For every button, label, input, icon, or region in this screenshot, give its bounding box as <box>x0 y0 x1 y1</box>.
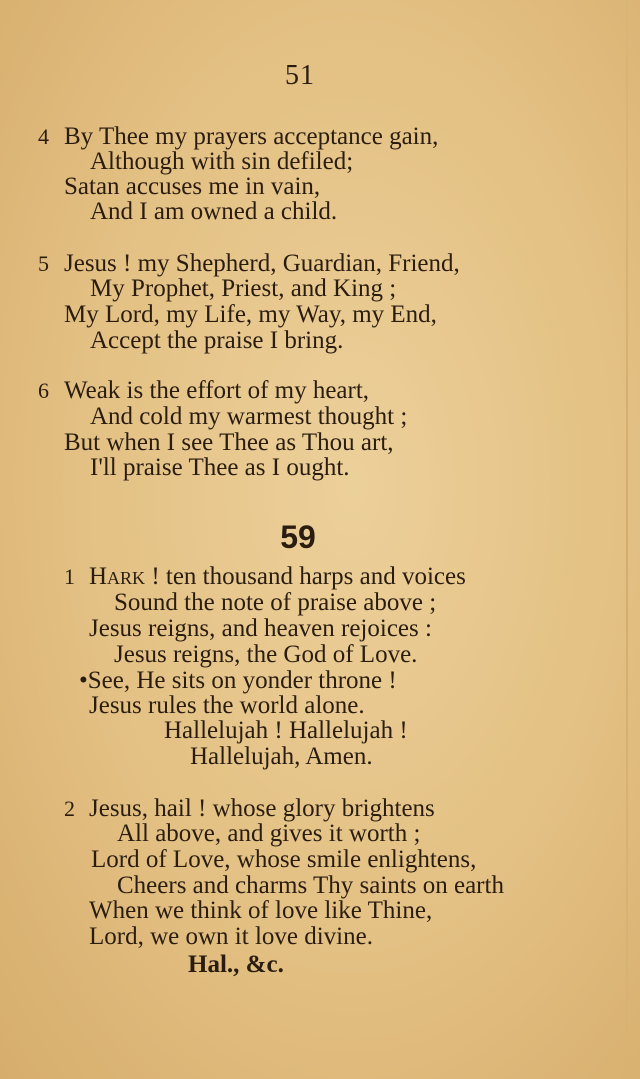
verse-line: Cheers and charms Thy saints on earth <box>117 872 504 899</box>
hymn-number: 59 <box>280 519 316 555</box>
verse-line: Lord, we own it love divine. <box>89 923 373 950</box>
refrain-note: Hal., &c. <box>188 951 284 978</box>
verse-number: 5 <box>38 251 49 276</box>
verse-line: Jesus, hail ! whose glory brightens <box>89 795 435 822</box>
page-edge <box>626 0 628 1079</box>
verse-number: 2 <box>64 796 75 821</box>
verse-line: By Thee my prayers acceptance gain, <box>64 123 439 150</box>
verse-line: But when I see Thee as Thou art, <box>64 429 394 456</box>
page-number: 51 <box>285 60 315 91</box>
verse-line: Lord of Love, whose smile enlightens, <box>91 846 477 873</box>
verse-number: 4 <box>38 124 49 149</box>
verse-line: Jesus reigns, and heaven rejoices : <box>89 615 432 642</box>
verse-line: Weak is the effort of my heart, <box>64 377 370 404</box>
verse-line: I'll praise Thee as I ought. <box>90 454 350 481</box>
verse-line: •See, He sits on yonder throne ! <box>79 667 397 694</box>
verse-line: All above, and gives it worth ; <box>117 820 421 847</box>
verse-number: 6 <box>38 378 49 403</box>
first-line-rest: ! ten thousand harps and voices <box>145 563 466 590</box>
verse-line: When we think of love like Thine, <box>89 897 433 924</box>
verse-line: And cold my warmest thought ; <box>90 403 408 430</box>
verse-line: My Prophet, Priest, and King ; <box>90 275 397 302</box>
verse-first-line <box>89 564 466 590</box>
verse-number: 1 <box>64 564 75 589</box>
verse-line: And I am owned a child. <box>90 198 338 225</box>
verse-line: Hallelujah, Amen. <box>190 743 373 770</box>
verse-line: Although with sin defiled; <box>90 148 354 175</box>
verse-line: My Lord, my Life, my Way, my End, <box>64 301 437 328</box>
verse-line: Jesus rules the world alone. <box>89 692 365 719</box>
verse-line: Accept the praise I bring. <box>90 327 344 354</box>
verse-line: Hallelujah ! Hallelujah ! <box>164 717 408 744</box>
verse-line: Jesus reigns, the God of Love. <box>114 641 418 668</box>
verse-line: Jesus ! my Shepherd, Guardian, Friend, <box>64 250 460 277</box>
verse-line: Satan accuses me in vain, <box>64 173 321 200</box>
first-word: Hark <box>89 563 146 590</box>
verse-line: Sound the note of praise above ; <box>114 589 437 616</box>
